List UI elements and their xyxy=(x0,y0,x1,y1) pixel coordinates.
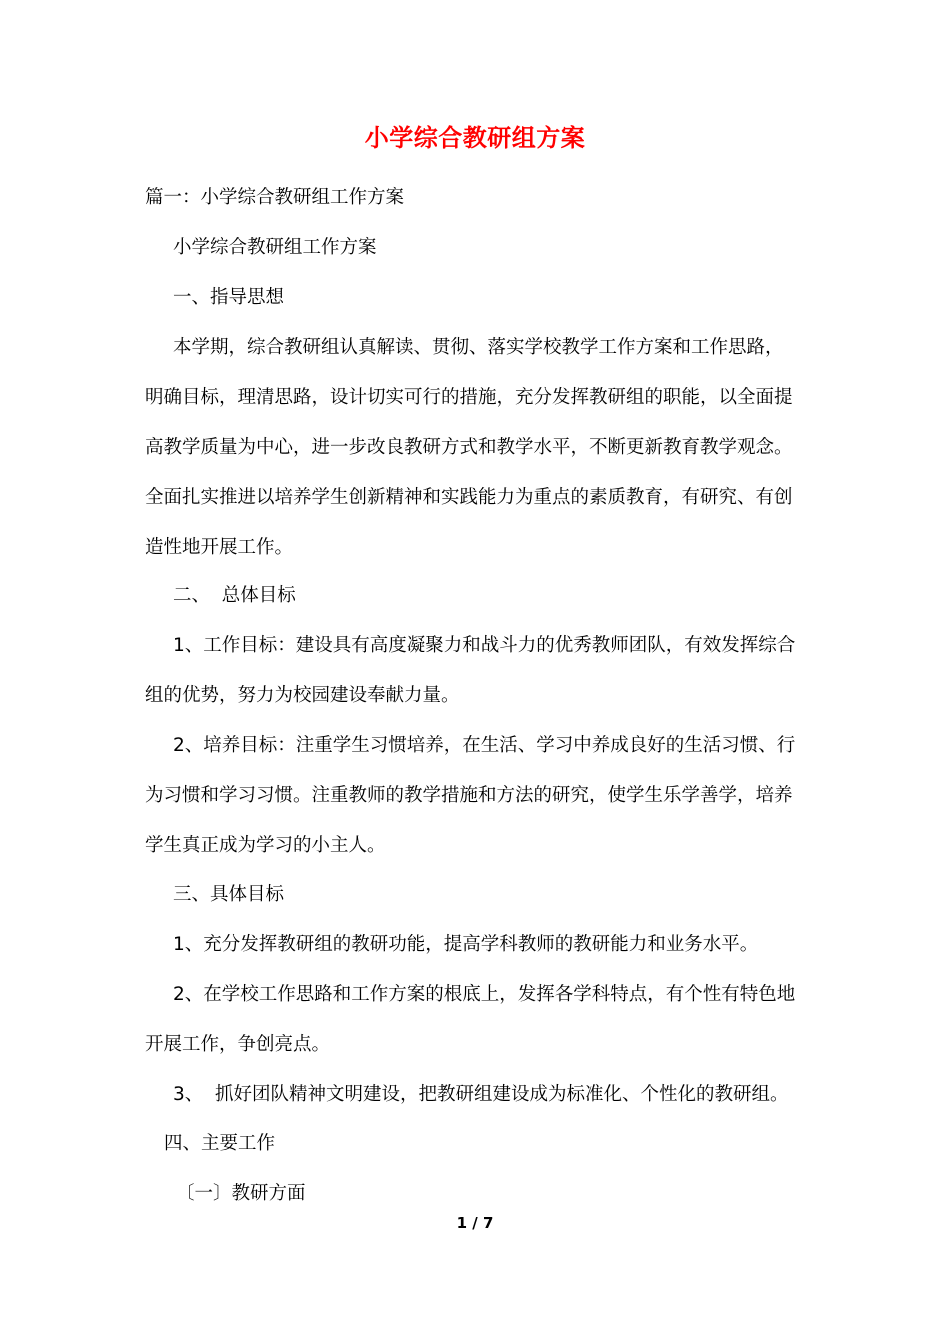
subtitle: 小学综合教研组工作方案 xyxy=(173,237,377,258)
heading-teaching-research: 〔一〕教研方面 xyxy=(176,1183,306,1204)
page-number: 1 / 7 xyxy=(456,1214,494,1232)
paragraph-line: 1、充分发挥教研组的教研功能，提高学科教师的教研能力和业务水平。 xyxy=(173,934,759,955)
heading-specific-goals: 三、具体目标 xyxy=(173,884,285,905)
paragraph-line: 2、培养目标：注重学生习惯培养，在生活、学习中养成良好的生活习惯、行 xyxy=(173,735,796,756)
paragraph-line: 本学期，综合教研组认真解读、贯彻、落实学校教学工作方案和工作思路， xyxy=(173,337,784,358)
paragraph-line: 学生真正成为学习的小主人。 xyxy=(145,835,386,856)
paragraph-line: 明确目标，理清思路，设计切实可行的措施，充分发挥教研组的职能，以全面提 xyxy=(145,387,793,408)
paragraph-line: 造性地开展工作。 xyxy=(145,537,294,558)
paragraph-line: 开展工作，争创亮点。 xyxy=(145,1034,331,1055)
section-heading: 篇一：小学综合教研组工作方案 xyxy=(145,187,405,208)
paragraph-line: 组的优势，努力为校园建设奉献力量。 xyxy=(145,685,460,706)
paragraph-line: 高教学质量为中心，进一步改良教研方式和教学水平，不断更新教育教学观念。 xyxy=(145,437,793,458)
paragraph-line: 全面扎实推进以培养学生创新精神和实践能力为重点的素质教育，有研究、有创 xyxy=(145,487,793,508)
paragraph-line: 3、 抓好团队精神文明建设，把教研组建设成为标准化、个性化的教研组。 xyxy=(173,1084,789,1105)
heading-guiding-thought: 一、指导思想 xyxy=(173,287,285,308)
paragraph-line: 为习惯和学习习惯。注重教师的教学措施和方法的研究，使学生乐学善学，培养 xyxy=(145,785,793,806)
paragraph-line: 1、工作目标：建设具有高度凝聚力和战斗力的优秀教师团队，有效发挥综合 xyxy=(173,635,796,656)
heading-overall-goals: 二、 总体目标 xyxy=(173,585,296,606)
paragraph-line: 2、在学校工作思路和工作方案的根底上，发挥各学科特点，有个性有特色地 xyxy=(173,984,796,1005)
document-title: 小学综合教研组方案 xyxy=(364,124,586,152)
heading-main-work: 四、主要工作 xyxy=(164,1133,276,1154)
